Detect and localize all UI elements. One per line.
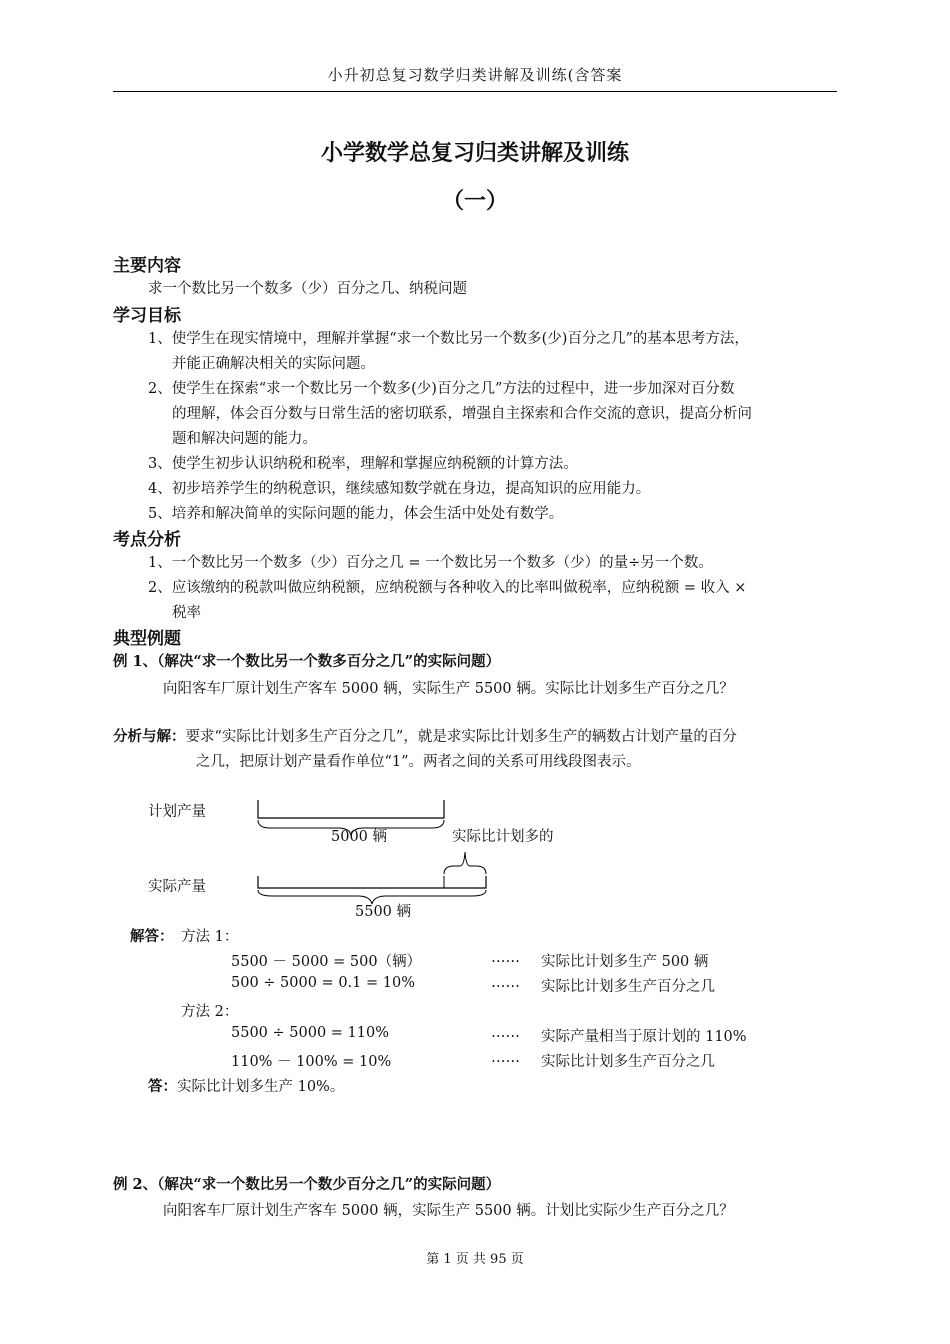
page-subtitle: （一）: [441, 189, 508, 214]
actual-bracket: [258, 876, 486, 888]
method1-line1: 5500 － 5000 = 500（辆）: [231, 954, 422, 970]
example1-analysis-line2: 之几，把原计划产量看作单位“1”。两者之间的关系可用线段图表示。: [196, 754, 641, 770]
analysis-label: 分析与解：: [113, 728, 186, 745]
analysis-line: 2、应该缴纳的税款叫做应纳税额，应纳税额与各种收入的比率叫做税率，应纳税额 = 收入 ×: [148, 580, 747, 596]
dots: ……: [491, 1025, 520, 1041]
final-text: 实际比计划多生产 10%。: [177, 1079, 345, 1095]
running-header: 小升初总复习数学归类讲解及训练(含答案: [327, 66, 623, 84]
method2-note2: 实际比计划多生产百分之几: [541, 1054, 715, 1070]
method1-label: 方法 1：: [181, 929, 239, 945]
analysis-text: 要求“实际比计划多生产百分之几”，就是求实际比计划多生产的辆数占计划产量的百分: [185, 729, 737, 745]
dots: ……: [491, 950, 520, 966]
dots: ……: [491, 1050, 520, 1066]
method1-line2: 500 ÷ 5000 = 0.1 = 10%: [231, 975, 415, 991]
main-content-heading: 主要内容: [113, 256, 181, 276]
goal-line: 并能正确解决相关的实际问题。: [172, 356, 375, 372]
method1-note1: 实际比计划多生产 500 辆: [541, 954, 709, 970]
goal-line: 5、培养和解决简单的实际问题的能力，体会生活中处处有数学。: [148, 506, 564, 522]
method2-note1: 实际产量相当于原计划的 110%: [541, 1029, 747, 1045]
goal-line: 1、使学生在现实情境中，理解并掌握“求一个数比另一个数多(少)百分之几”的基本思考方法，: [148, 331, 749, 347]
dots: ……: [491, 975, 520, 991]
goal-line: 2、使学生在探索“求一个数比另一个数多(少)百分之几”方法的过程中，进一步加深对百分数: [148, 381, 735, 397]
page-footer: 第 1 页 共 95 页: [426, 1252, 524, 1267]
extra-label: 实际比计划多的: [452, 829, 554, 845]
main-content-text: 求一个数比另一个数多（少）百分之几、纳税问题: [148, 281, 467, 297]
goal-line: 4、初步培养学生的纳税意识，继续感知数学就在身边，提高知识的应用能力。: [148, 481, 651, 497]
answer-label: 解答：: [130, 928, 174, 945]
method2-line1: 5500 ÷ 5000 = 110%: [231, 1025, 389, 1041]
method2-line2: 110% － 100% = 10%: [231, 1054, 392, 1070]
analysis-line: 1、一个数比另一个数多（少）百分之几 = 一个数比另一个数多（少）的量÷另一个数。: [148, 555, 713, 571]
method1-note2: 实际比计划多生产百分之几: [541, 979, 715, 995]
plan-value: 5000 辆: [331, 829, 388, 845]
plan-bracket: [258, 800, 444, 818]
example2-title: 例 2、（解决“求一个数比另一个数少百分之几”的实际问题）: [113, 1176, 501, 1193]
goal-line: 3、使学生初步认识纳税和税率，理解和掌握应纳税额的计算方法。: [148, 456, 578, 472]
goal-line: 题和解决问题的能力。: [172, 431, 317, 447]
example1-problem: 向阳客车厂原计划生产客车 5000 辆，实际生产 5500 辆。实际比计划多生产百分之几？: [163, 681, 734, 697]
goal-line: 的理解，体会百分数与日常生活的密切联系，增强自主探索和合作交流的意识，提高分析问: [172, 406, 752, 422]
plan-label: 计划产量: [148, 804, 206, 820]
actual-value: 5500 辆: [355, 904, 412, 920]
actual-label: 实际产量: [148, 879, 206, 895]
final-label: 答：: [148, 1078, 177, 1095]
goals-heading: 学习目标: [113, 306, 181, 326]
example1-title: 例 1、（解决“求一个数比另一个数多百分之几”的实际问题）: [113, 653, 501, 670]
final-answer: [148, 1075, 344, 1096]
extra-brace: [444, 852, 486, 874]
analysis-heading: 考点分析: [113, 530, 181, 550]
method2-label: 方法 2：: [181, 1004, 239, 1020]
examples-heading: 典型例题: [113, 629, 181, 649]
page-title: 小学数学总复习归类讲解及训练: [320, 141, 629, 166]
example2-problem: 向阳客车厂原计划生产客车 5000 辆，实际生产 5500 辆。计划比实际少生产百分之几？: [163, 1203, 734, 1219]
analysis-line: 税率: [172, 605, 201, 621]
